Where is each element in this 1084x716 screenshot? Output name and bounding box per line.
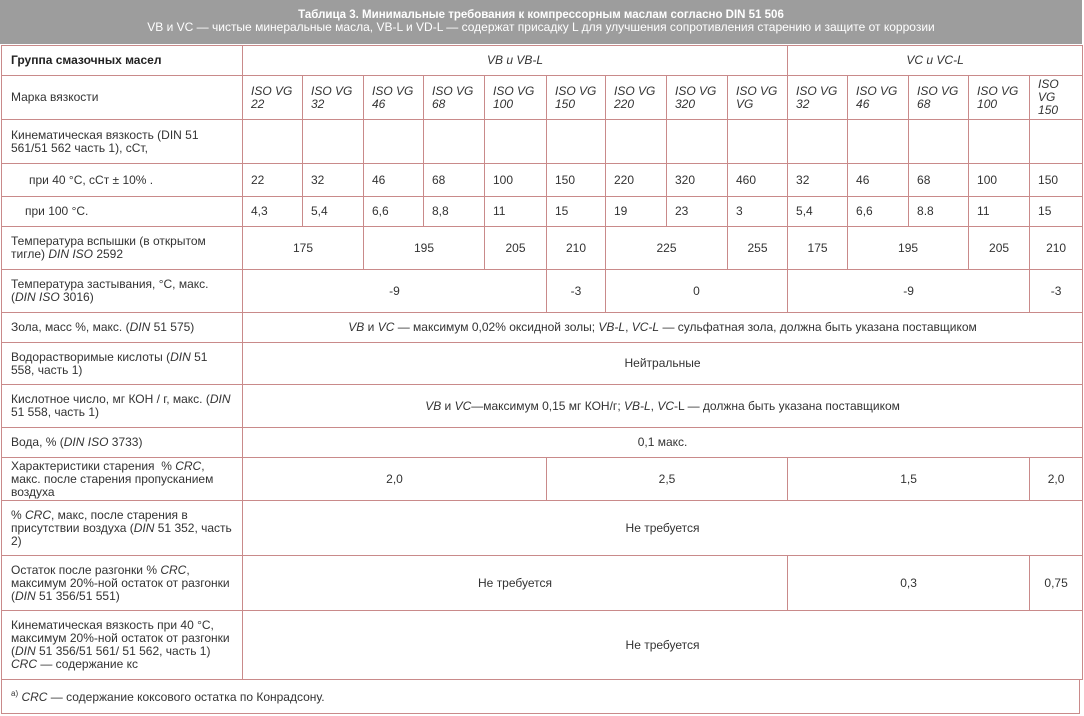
kinematic-40-label: при 40 °С, сСт ± 10% . (2, 164, 243, 197)
table-row (2, 270, 1083, 313)
table-row (2, 611, 1083, 680)
value-cell: 0,75 (1030, 556, 1083, 611)
value-cell: 5,4 (303, 197, 364, 227)
value-cell: 11 (969, 197, 1030, 227)
table-row (2, 76, 1083, 120)
grade-cell: ISO VG 100 (969, 76, 1030, 120)
value-cell: 150 (547, 164, 606, 197)
kin-residue-label: Кинематическая вязкость при 40 °С, максимум 20%-ной остаток от разгонки (DIN 51 356/51 561/ 51 562, часть 1) CRC — содержание кс (2, 611, 243, 680)
value-cell: 100 (969, 164, 1030, 197)
kin-residue-value: Не требуется (243, 611, 1083, 680)
acid-number-value: VB и VC—максимум 0,15 мг КОН/г; VB-L, VC-L — должна быть указана поставщиком (243, 385, 1083, 428)
kinematic-100-label: при 100 °С. (2, 197, 243, 227)
table-row (2, 227, 1083, 270)
table-footnote: $^{а)}$ CRC — содержание коксового остатка по Конрадсону. (1, 679, 1080, 714)
table-row (2, 313, 1083, 343)
value-cell: 0 (606, 270, 788, 313)
value-cell: 22 (243, 164, 303, 197)
grade-cell: ISO VG VG (728, 76, 788, 120)
value-cell: 4,3 (243, 197, 303, 227)
value-cell: -9 (788, 270, 1030, 313)
value-cell: 150 (1030, 164, 1083, 197)
value-cell: 19 (606, 197, 667, 227)
table-row (2, 428, 1083, 458)
value-cell: 460 (728, 164, 788, 197)
value-cell: 2,0 (243, 458, 547, 501)
table-row (2, 385, 1083, 428)
grade-cell: ISO VG 68 (909, 76, 969, 120)
value-cell: 2,5 (547, 458, 788, 501)
grade-cell: ISO VG 46 (848, 76, 909, 120)
value-cell: 23 (667, 197, 728, 227)
table-row (2, 501, 1083, 556)
value-cell: 2,0 (1030, 458, 1083, 501)
pour-label: Температура застывания, °С, макс. (DIN ISO 3016) (2, 270, 243, 313)
value-cell: 175 (243, 227, 364, 270)
table-caption (0, 0, 1082, 44)
grade-cell: ISO VG 150 (547, 76, 606, 120)
value-cell: 15 (547, 197, 606, 227)
value-cell: 205 (969, 227, 1030, 270)
value-cell: -3 (1030, 270, 1083, 313)
water-value: 0,1 макс. (243, 428, 1083, 458)
grade-cell: ISO VG 100 (485, 76, 547, 120)
value-cell: 220 (606, 164, 667, 197)
value-cell: 1,5 (788, 458, 1030, 501)
value-cell: 175 (788, 227, 848, 270)
value-cell: 11 (485, 197, 547, 227)
grade-cell: ISO VG 68 (424, 76, 485, 120)
table-row (2, 164, 1083, 197)
value-cell: 5,4 (788, 197, 848, 227)
crc-air-value: Не требуется (243, 501, 1083, 556)
value-cell: 32 (788, 164, 848, 197)
footnote-mark: а) (11, 689, 19, 698)
grade-cell: ISO VG 32 (788, 76, 848, 120)
value-cell: 100 (485, 164, 547, 197)
water-label: Вода, % (DIN ISO 3733) (2, 428, 243, 458)
table-row (2, 556, 1083, 611)
ash-value: VB и VC — максимум 0,02% оксидной золы; VB-L, VC-L — сульфатная зола, должна быть указана поставщиком (243, 313, 1083, 343)
table-row (2, 343, 1083, 385)
value-cell: 15 (1030, 197, 1083, 227)
value-cell: 0,3 (788, 556, 1030, 611)
flash-label: Температура вспышки (в открытом тигле) DIN ISO 2592 (2, 227, 243, 270)
ash-label: Зола, масс %, макс. (DIN 51 575) (2, 313, 243, 343)
value-cell: 320 (667, 164, 728, 197)
value-cell: 6,6 (848, 197, 909, 227)
acids-label: Водорастворимые кислоты (DIN 51 558, часть 1) (2, 343, 243, 385)
value-cell: 46 (364, 164, 424, 197)
acids-value: Нейтральные (243, 343, 1083, 385)
crc-air-label: % CRC, макс, после старения в присутствии воздуха (DIN 51 352, часть 2) (2, 501, 243, 556)
residue-label: Остаток после разгонки % CRC, максимум 20%-ной остаток от разгонки (DIN 51 356/51 551) (2, 556, 243, 611)
grade-label: Марка вязкости (2, 76, 243, 120)
value-cell: 68 (909, 164, 969, 197)
table-row (2, 197, 1083, 227)
value-cell: 195 (364, 227, 485, 270)
group-vb: VB и VB-L (243, 46, 788, 76)
kinematic-label: Кинематическая вязкость (DIN 51 561/51 562 часть 1), сСт, (2, 120, 243, 164)
value-cell: 32 (303, 164, 364, 197)
value-cell: 8.8 (909, 197, 969, 227)
value-cell: 205 (485, 227, 547, 270)
value-cell: -3 (547, 270, 606, 313)
table-row (2, 458, 1083, 501)
value-cell: 6,6 (364, 197, 424, 227)
value-cell: 210 (547, 227, 606, 270)
aging-label: Характеристики старения % CRC, макс. после старения пропусканием воздуха (2, 458, 243, 501)
grade-cell: ISO VG 32 (303, 76, 364, 120)
grade-cell: ISO VG 22 (243, 76, 303, 120)
grade-cell: ISO VG 46 (364, 76, 424, 120)
value-cell: Не требуется (243, 556, 788, 611)
oil-requirements-table (1, 45, 1083, 680)
value-cell: 255 (728, 227, 788, 270)
value-cell: 195 (848, 227, 969, 270)
acid-number-label: Кислотное число, мг КОН / г, макс. (DIN 51 558, часть 1) (2, 385, 243, 428)
table-subtitle: VB и VC — чистые минеральные масла, VB-L и VD-L — содержат присадку L для улучшения сопротивления старению и защите от коррозии (147, 20, 935, 34)
value-cell: 210 (1030, 227, 1083, 270)
value-cell: 225 (606, 227, 728, 270)
grade-cell: ISO VG 220 (606, 76, 667, 120)
table-row (2, 120, 1083, 164)
group-vc: VC и VC-L (788, 46, 1083, 76)
table-row (2, 46, 1083, 76)
table-title: Таблица 3. Минимальные требования к компрессорным маслам согласно DIN 51 506 (298, 9, 784, 21)
value-cell: -9 (243, 270, 547, 313)
grade-cell: ISO VG 320 (667, 76, 728, 120)
value-cell: 8,8 (424, 197, 485, 227)
value-cell: 68 (424, 164, 485, 197)
value-cell: 3 (728, 197, 788, 227)
group-label: Группа смазочных масел (2, 46, 243, 76)
value-cell: 46 (848, 164, 909, 197)
grade-cell: ISO VG 150 (1030, 76, 1083, 120)
